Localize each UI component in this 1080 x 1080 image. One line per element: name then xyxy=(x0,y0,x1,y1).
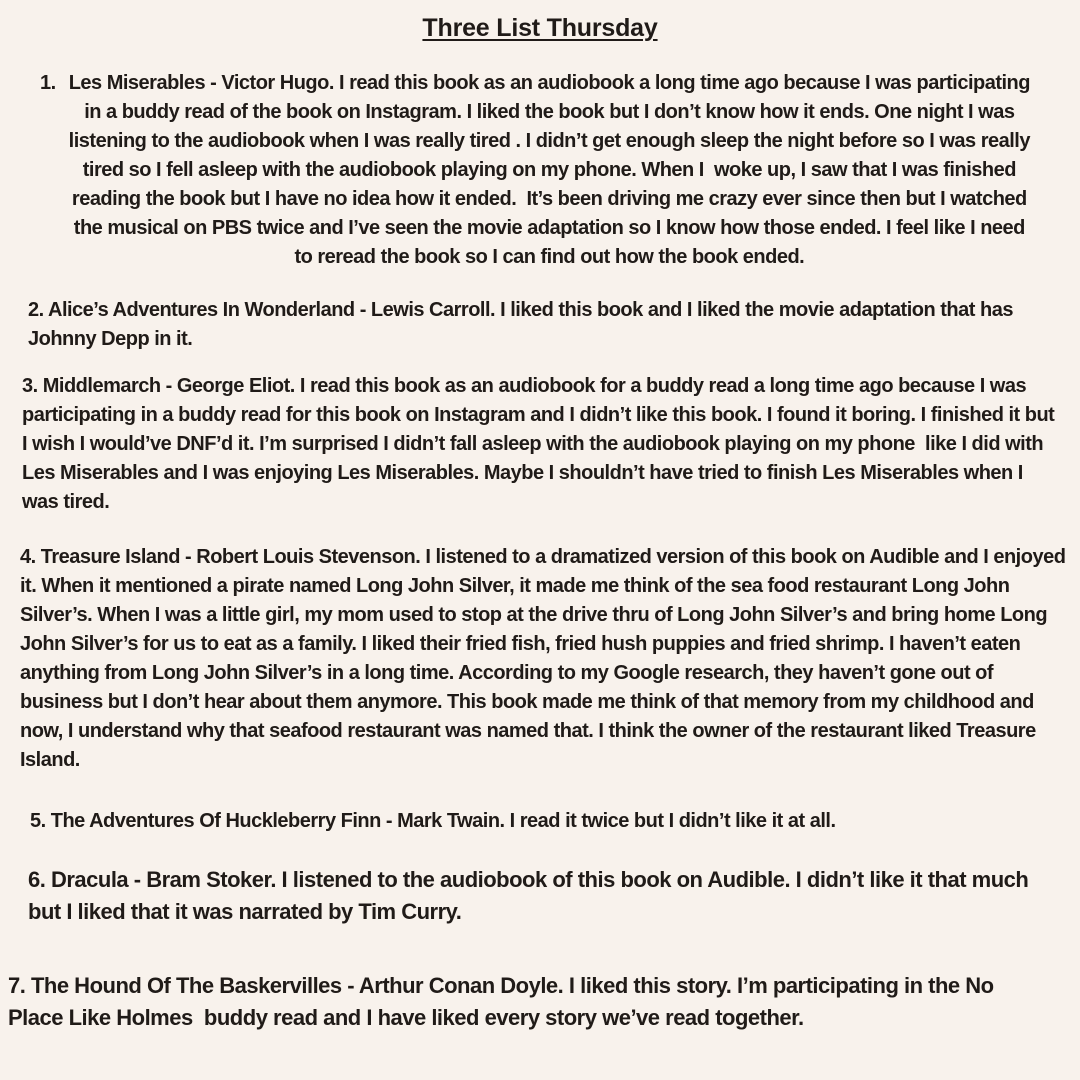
list-item-7: 7. The Hound Of The Baskervilles - Arthur Conan Doyle. I liked this story. I’m participating in the No Place Like Holmes buddy read and I have liked every story we’ve read together. xyxy=(8,973,1000,1030)
page-title: Three List Thursday xyxy=(422,14,658,42)
list-item-6: 6. Dracula - Bram Stoker. I listened to the audiobook of this book on Audible. I didn’t like it that much but I liked that it was narrated by Tim Curry. xyxy=(28,867,1034,924)
list-item-3: 3. Middlemarch - George Eliot. I read this book as an audiobook for a buddy read a long time ago because I was participating in a buddy read for this book on Instagram and I didn’t like this book. I found it boring. I finished it but I wish I would’ve DNF’d it. I’m surprised I didn’t fall asleep with the audiobook playing on my phone like I did with Les Miserables and I was enjoying Les Miserables. Maybe I shouldn’t have tried to finish Les Miserables when I was tired. xyxy=(22,375,1060,513)
list-item-2: 2. Alice’s Adventures In Wonderland - Lewis Carroll. I liked this book and I liked the movie adaptation that has Johnny Depp in it. xyxy=(28,299,1019,350)
list-item-1 xyxy=(40,69,1035,272)
list-item-5: 5. The Adventures Of Huckleberry Finn - Mark Twain. I read it twice but I didn’t like it at all. xyxy=(30,810,836,832)
list-item-1-text: Les Miserables - Victor Hugo. I read this book as an audiobook a long time ago because I was participating in a buddy read of the book on Instagram. I liked the book but I don’t know how it ends. One night I was listening to the audiobook when I was really tired . I didn’t get enough sleep the night before so I was really tired so I fell asleep with the audiobook playing on my phone. When I woke up, I saw that I was finished reading the book but I have no idea how it ended. It’s been driving me crazy ever since then but I watched the musical on PBS twice and I’ve seen the movie adaptation so I know how those ended. I feel like I need to reread the book so I can find out how the book ended. xyxy=(68,72,1036,268)
list-item-4: 4. Treasure Island - Robert Louis Stevenson. I listened to a dramatized version of this book on Audible and I enjoyed it. When it mentioned a pirate named Long John Silver, it made me think of the sea food restaurant Long John Silver’s. When I was a little girl, my mom used to stop at the drive thru of Long John Silver’s and bring home Long John Silver’s for us to eat as a family. I liked their fried fish, fried hush puppies and fried shrimp. I haven’t eaten anything from Long John Silver’s in a long time. According to my Google research, they haven’t gone out of business but I don’t hear about them anymore. This book made me think of that memory from my childhood and now, I understand why that seafood restaurant was named that. I think the owner of the restaurant liked Treasure Island. xyxy=(20,546,1071,771)
list-item-1-number: 1. xyxy=(40,72,56,94)
